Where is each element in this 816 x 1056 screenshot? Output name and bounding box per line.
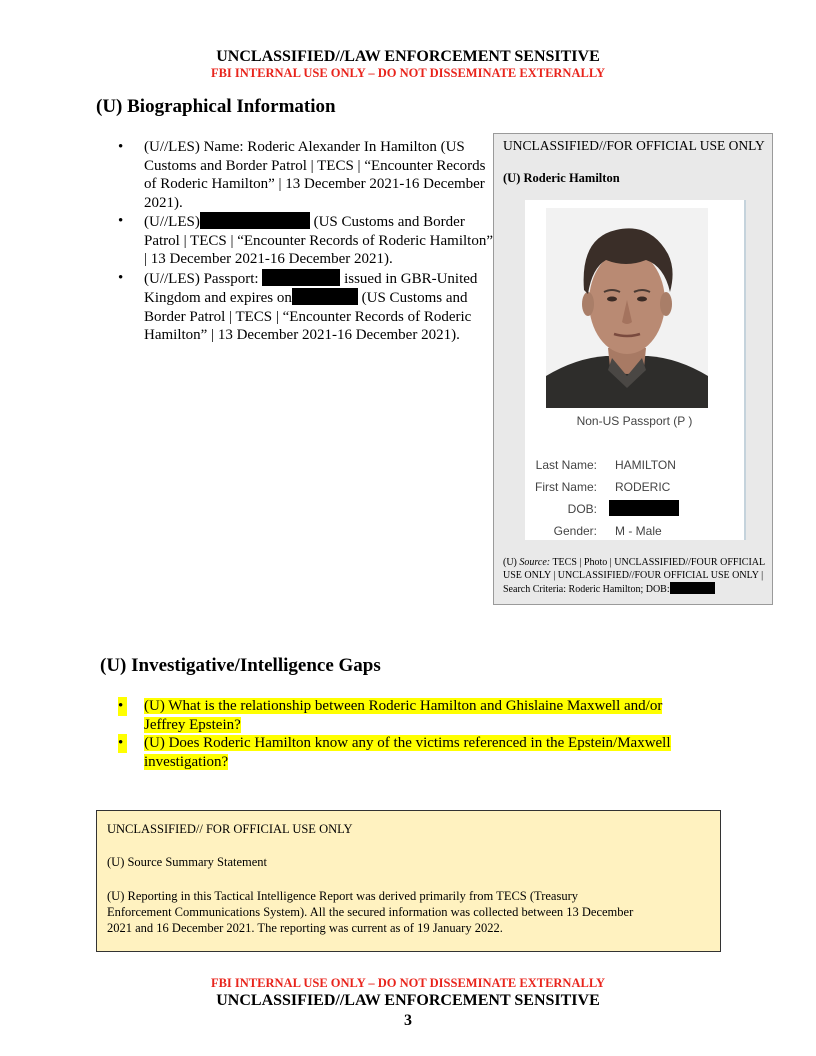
gender-label: Gender: — [553, 524, 597, 538]
photo-box-subject-name: (U) Roderic Hamilton — [503, 171, 620, 185]
bio-list — [118, 138, 496, 345]
gaps-list — [118, 697, 678, 771]
last-name-label: Last Name: — [535, 458, 597, 472]
header-dissemination-caveat: FBI INTERNAL USE ONLY – DO NOT DISSEMINATE EXTERNALLY — [210, 66, 606, 80]
source-text: TECS | Photo | UNCLASSIFIED//FOUR OFFICIAL USE ONLY | UNCLASSIFIED//FOUR OFFICIAL USE ONLY | Search Criteria: Roderic Hamilton; DOB: — [503, 557, 765, 595]
bio-section-title: (U) Biographical Information — [96, 96, 336, 117]
redaction-bar — [292, 288, 358, 305]
footer-classification: UNCLASSIFIED//LAW ENFORCEMENT SENSITIVE — [216, 992, 600, 1009]
bio-item-name — [118, 138, 496, 212]
photo-source-citation — [503, 557, 768, 597]
redaction-bar — [262, 269, 340, 286]
source-prefix: (U) — [503, 557, 517, 568]
summary-body: (U) Reporting in this Tactical Intelligence Report was derived primarily from TECS (Treasury Enforcement Communications System). All the secured information was collected between 13 December 2021 and 16 December 2021. The reporting was current as of 19 January 2022. — [107, 889, 634, 935]
dob-label: DOB: — [567, 502, 597, 516]
gap-item-text: (U) What is the relationship between Roderic Hamilton and Ghislaine Maxwell and/or Jeffrey Epstein? — [144, 698, 663, 733]
first-name-label: First Name: — [534, 480, 597, 494]
person-portrait-image — [546, 208, 708, 408]
header-classification: UNCLASSIFIED//LAW ENFORCEMENT SENSITIVE — [216, 48, 600, 65]
source-label: Source: — [519, 557, 551, 568]
gap-item — [118, 734, 678, 771]
redaction-bar — [200, 212, 310, 229]
bio-item3-prefix: (U//LES) Passport: — [144, 270, 259, 287]
summary-classification: UNCLASSIFIED// FOR OFFICIAL USE ONLY — [107, 822, 353, 836]
page-number: 3 — [404, 1012, 412, 1029]
summary-title: (U) Source Summary Statement — [107, 855, 268, 869]
photo-record-box — [493, 133, 773, 605]
footer-dissemination-caveat: FBI INTERNAL USE ONLY – DO NOT DISSEMINATE EXTERNALLY — [210, 976, 606, 990]
bio-item3-suffix: (US Customs and Border Patrol | TECS | “Encounter Records of Roderic Hamilton” | 13 December 2021-16 December 2021). — [144, 290, 472, 343]
bio-item-redacted — [118, 212, 496, 269]
bio-item3-mid: issued in GBR-United Kingdom and expires on — [144, 270, 478, 306]
bio-item2-prefix: (U//LES) — [144, 214, 200, 230]
photo-box-classification: UNCLASSIFIED//FOR OFFICIAL USE ONLY — [503, 138, 765, 153]
bio-item-passport — [118, 269, 496, 345]
tecs-record-panel — [525, 200, 746, 540]
dob-redaction-bar — [609, 500, 679, 516]
source-summary-box — [96, 810, 721, 952]
photo-caption: Non-US Passport (P ) — [576, 414, 693, 428]
gap-item-text: (U) Does Roderic Hamilton know any of the victims referenced in the Epstein/Maxwell investigation? — [144, 735, 671, 770]
first-name-value: RODERIC — [615, 480, 671, 494]
passport-photo — [546, 208, 708, 408]
bio-item2-suffix: (US Customs and Border Patrol | TECS | “Encounter Records of Roderic Hamilton” | 13 December 2021-16 December 2021). — [144, 214, 493, 267]
gaps-section-title: (U) Investigative/Intelligence Gaps — [100, 655, 381, 676]
gender-value: M - Male — [615, 524, 662, 538]
gap-item — [118, 697, 678, 734]
redaction-bar — [670, 582, 715, 594]
bio-item-name-text: (U//LES) Name: Roderic Alexander In Hamilton (US Customs and Border Patrol | TECS | “Encounter Records of Roderic Hamilton” | 13 December 2021-16 December 2021). — [144, 139, 486, 211]
last-name-value: HAMILTON — [615, 458, 676, 472]
